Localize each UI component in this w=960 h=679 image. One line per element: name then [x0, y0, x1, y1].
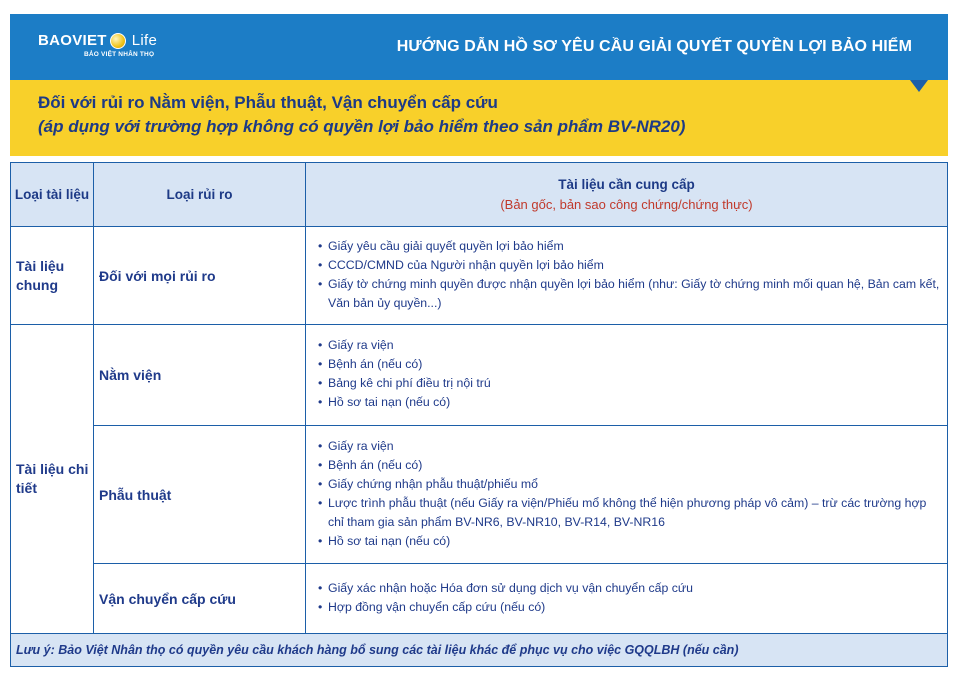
- docs-cell: [306, 227, 948, 325]
- risk-surgery: Phẫu thuật: [94, 426, 306, 564]
- header-doc-type: Loại tài liệu: [11, 163, 94, 227]
- section-subheading: (áp dụng với trường hợp không có quyền lợi bảo hiểm theo sản phẩm BV-NR20): [38, 117, 686, 136]
- risk-all: Đối với mọi rủi ro: [94, 227, 306, 325]
- risk-emergency-transport: Vận chuyển cấp cứu: [94, 564, 306, 634]
- list-item: • Hồ sơ tai nạn (nếu có): [318, 532, 941, 551]
- logo-life-text: Life: [131, 32, 158, 49]
- list-item: • Giấy ra viện: [318, 336, 941, 355]
- list-item: • Giấy chứng nhận phẫu thuật/phiếu mổ: [318, 475, 941, 494]
- baoviet-life-logo: [38, 32, 157, 58]
- logo-globe-icon: [110, 33, 126, 49]
- header-docs: [306, 163, 948, 227]
- docs-cell: [306, 325, 948, 426]
- list-item: • Giấy ra viện: [318, 437, 941, 456]
- header-bar: [10, 14, 948, 80]
- table-row: [11, 325, 948, 426]
- list-item: • Giấy tờ chứng minh quyền được nhận quyền lợi bảo hiểm (như: Giấy tờ chứng minh mối quan hệ, Bản cam kết, Văn bản ủy quyền...): [318, 275, 941, 313]
- category-general: Tài liệu chung: [11, 227, 94, 325]
- risk-hospitalization: Nằm viện: [94, 325, 306, 426]
- logo-subtitle: BẢO VIỆT NHÂN THỌ: [84, 51, 155, 58]
- note-row: [11, 634, 948, 667]
- logo-main-text: BAOVIET: [38, 32, 107, 49]
- list-item: • Bảng kê chi phí điều trị nội trú: [318, 374, 941, 393]
- docs-cell: [306, 564, 948, 634]
- section-banner: [10, 80, 948, 156]
- header-docs-subtitle: (Bản gốc, bản sao công chứng/chứng thực): [500, 196, 753, 212]
- header-risk-type: Loại rủi ro: [94, 163, 306, 227]
- list-item: • CCCD/CMND của Người nhận quyền lợi bảo hiểm: [318, 256, 941, 275]
- header-docs-title: Tài liệu cần cung cấp: [558, 176, 695, 192]
- section-heading: Đối với rủi ro Nằm viện, Phẫu thuật, Vận chuyển cấp cứu: [38, 93, 498, 112]
- category-detail: Tài liệu chi tiết: [11, 325, 94, 634]
- list-item: • Bệnh án (nếu có): [318, 355, 941, 374]
- page-title: HƯỚNG DẪN HỒ SƠ YÊU CẦU GIẢI QUYẾT QUYỀN LỢI BẢO HIỂM: [396, 38, 912, 55]
- arrow-down-icon: [910, 80, 928, 92]
- list-item: • Hợp đồng vận chuyển cấp cứu (nếu có): [318, 598, 941, 617]
- docs-cell: [306, 426, 948, 564]
- list-item: • Lược trình phẫu thuật (nếu Giấy ra viện/Phiếu mổ không thể hiện phương pháp vô cảm) – trừ các trường hợp chỉ tham gia sản phẩm BV-NR6, BV-NR10, BV-R14, BV-NR16: [318, 494, 941, 532]
- list-item: • Giấy xác nhận hoặc Hóa đơn sử dụng dịch vụ vận chuyển cấp cứu: [318, 579, 941, 598]
- table-row: [11, 426, 948, 564]
- list-item: • Bệnh án (nếu có): [318, 456, 941, 475]
- list-item: • Hồ sơ tai nạn (nếu có): [318, 393, 941, 412]
- note-text: Lưu ý: Bảo Việt Nhân thọ có quyền yêu cầu khách hàng bổ sung các tài liệu khác để phục vụ cho việc GQQLBH (nếu cần): [11, 634, 948, 667]
- documents-table: [10, 162, 948, 667]
- table-row: [11, 227, 948, 325]
- table-row: [11, 564, 948, 634]
- list-item: • Giấy yêu cầu giải quyết quyền lợi bảo hiểm: [318, 237, 941, 256]
